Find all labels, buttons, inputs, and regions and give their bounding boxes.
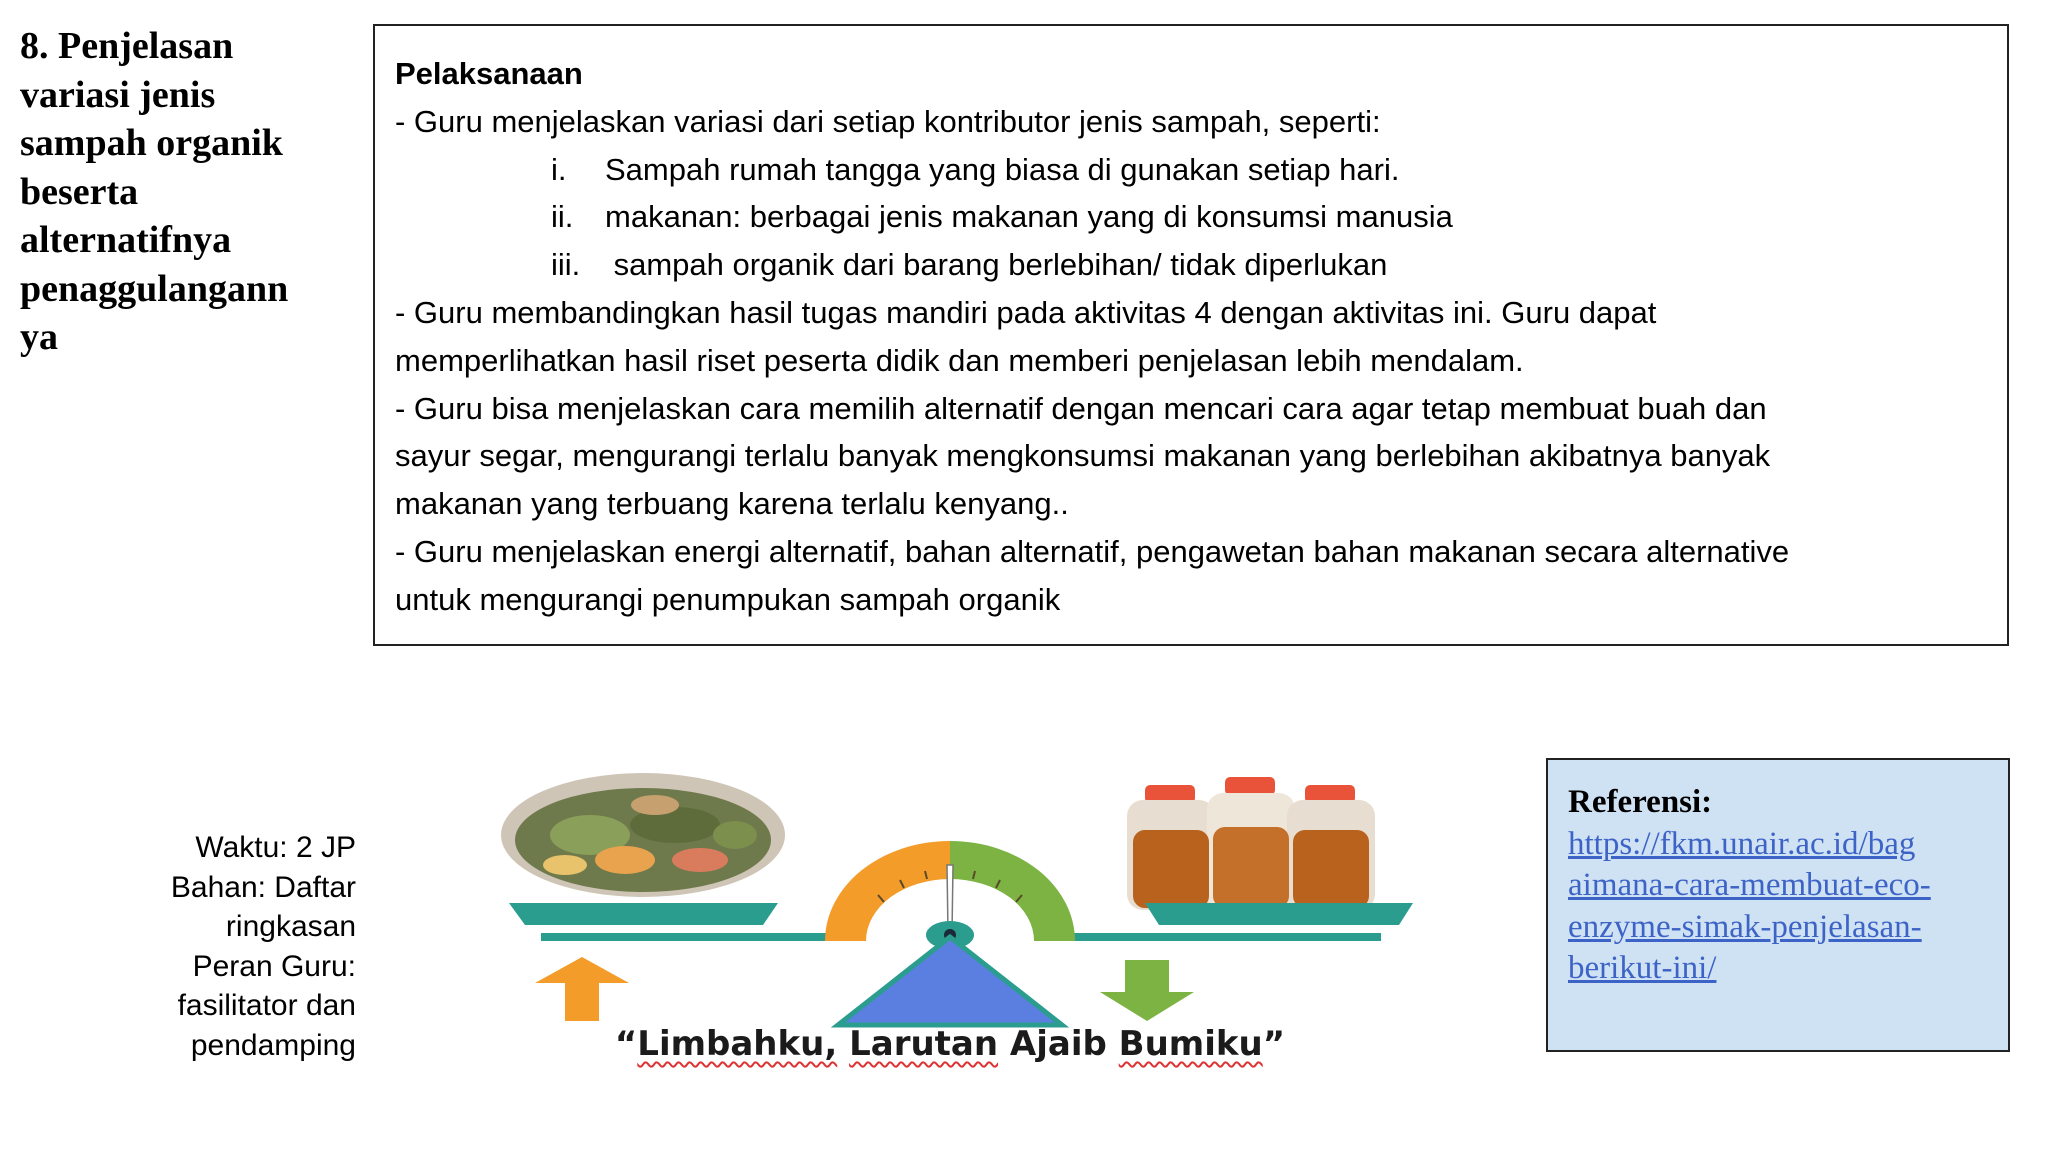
quote-mark: “ <box>614 1024 638 1064</box>
reference-link-line[interactable]: berikut-ini/ <box>1568 950 1717 986</box>
step-title-line: variasi jenis <box>20 73 216 116</box>
organic-waste-image <box>501 773 785 897</box>
reference-link-line[interactable]: https://fkm.unair.ac.id/bag <box>1568 825 1916 862</box>
paragraph-line: sayur segar, mengurangi terlalu banyak mengkonsumsi makanan yang berlebihan akibatnya banyak <box>395 438 1771 474</box>
reference-link-line[interactable]: enzyme-simak-penjelasan- <box>1568 908 1922 945</box>
step-title-line: alternatifnya <box>20 219 232 261</box>
paragraph-line: makanan yang terbuang karena terlalu kenyang.. <box>395 486 1069 522</box>
step-title-line: ya <box>20 316 58 358</box>
eco-enzyme-jars-image <box>1127 777 1375 910</box>
reference-box <box>1546 758 2010 1052</box>
step-title <box>20 22 320 362</box>
info-line: Waktu: 2 JP <box>195 831 356 864</box>
implementation-box <box>373 24 2009 646</box>
list-number: iii. <box>551 247 581 283</box>
quote-mark: ” <box>1262 1024 1286 1064</box>
step-title-line: sampah organik <box>20 122 283 164</box>
slogan-word: Ajaib <box>1009 1024 1107 1064</box>
paragraph-line: - Guru menjelaskan energi alternatif, bahan alternatif, pengawetan bahan makanan secara alternative <box>395 533 1790 569</box>
paragraph-line: - Guru membandingkan hasil tugas mandiri pada aktivitas 4 dengan aktivitas ini. Guru dapat <box>395 294 1657 330</box>
slogan-word: Larutan <box>849 1024 999 1064</box>
paragraph-line: untuk mengurangi penumpukan sampah organik <box>395 581 1061 617</box>
list-text: Sampah rumah tangga yang biasa di gunakan setiap hari. <box>605 151 1400 187</box>
paragraph-line: memperlihatkan hasil riset peserta didik dan memberi penjelasan lebih mendalam. <box>395 342 1524 378</box>
list-item <box>395 146 1989 194</box>
slogan-word: Limbahku, <box>637 1024 838 1064</box>
info-line: ringkasan <box>225 910 356 943</box>
step-title-line: 8. Penjelasan <box>20 25 234 67</box>
info-line: fasilitator dan <box>177 989 356 1022</box>
illustration-slogan <box>560 1024 1340 1064</box>
reference-link-line[interactable]: aimana-cara-membuat-eco- <box>1568 867 1931 903</box>
arrow-down-icon <box>1100 960 1194 1021</box>
intro-text: - Guru menjelaskan variasi dari setiap kontributor jenis sampah, seperti: <box>395 103 1381 139</box>
list-text: makanan: berbagai jenis makanan yang di konsumsi manusia <box>605 199 1453 235</box>
step-title-line: penaggulangann <box>20 267 289 310</box>
arrow-up-icon <box>535 957 629 1021</box>
right-scale-pan <box>1145 903 1413 925</box>
implementation-heading: Pelaksanaan <box>395 56 583 91</box>
info-line: Bahan: Daftar <box>170 870 356 904</box>
activity-info <box>120 828 356 1065</box>
list-number: i. <box>551 151 567 187</box>
list-text: sampah organik dari barang berlebihan/ tidak diperlukan <box>605 247 1388 283</box>
info-line: pendamping <box>190 1028 356 1062</box>
list-number: ii. <box>551 199 574 235</box>
list-item <box>395 193 1989 241</box>
slogan-word: Bumiku <box>1118 1024 1263 1064</box>
left-scale-pan <box>509 903 778 925</box>
step-title-line: beserta <box>20 170 139 213</box>
info-line: Peran Guru: <box>192 949 356 983</box>
reference-link[interactable] <box>1568 824 1990 990</box>
list-item <box>395 241 1989 289</box>
reference-label: Referensi: <box>1568 784 1713 820</box>
paragraph-line: - Guru bisa menjelaskan cara memilih alternatif dengan mencari cara agar tetap membuat buah dan <box>395 390 1767 426</box>
